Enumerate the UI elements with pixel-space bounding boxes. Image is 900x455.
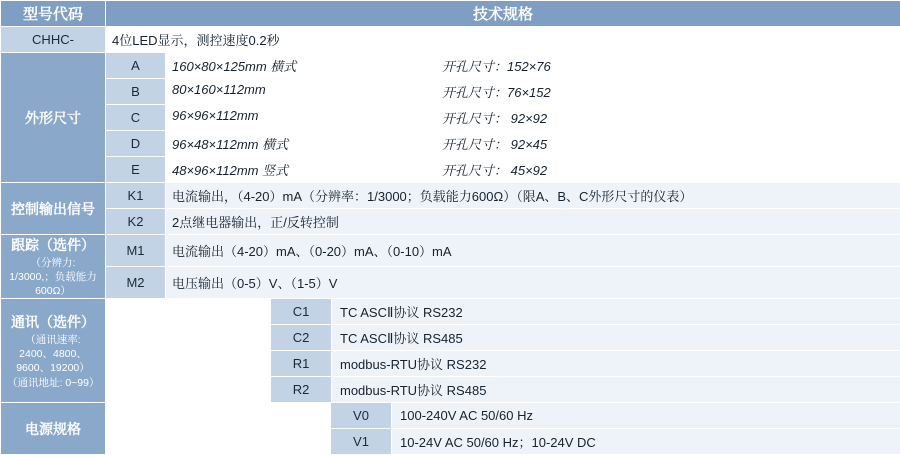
tracking-code: M1 — [106, 235, 166, 267]
control-output-row — [1, 183, 900, 209]
power-code: V1 — [331, 429, 392, 454]
power-cell — [106, 429, 900, 455]
tracking-row — [1, 267, 900, 299]
communication-row — [1, 325, 900, 351]
dimension-hole: 开孔尺寸：152×76 — [442, 56, 894, 75]
power-cell — [106, 403, 900, 429]
control-output-desc: 电流输出，（4-20）mA（分辨率：1/3000；负载能力600Ω）（限A、B、C外形尺寸的仪表） — [166, 183, 900, 209]
communication-label-sub1: （通讯速率: 2400、4800、9600、19200） — [7, 333, 99, 375]
dimension-row — [1, 105, 900, 131]
tracking-label-main: 跟踪（选件） — [11, 237, 95, 253]
communication-cell — [106, 299, 900, 325]
model-code-cell: CHHC- — [1, 27, 106, 53]
table-header-row — [1, 1, 900, 27]
communication-row — [1, 351, 900, 377]
power-code: V0 — [331, 403, 392, 428]
dimension-value — [166, 131, 900, 157]
dimension-code: A — [106, 53, 166, 79]
tracking-row — [1, 235, 900, 267]
header-technical-spec: 技术规格 — [106, 1, 900, 27]
dimension-row — [1, 157, 900, 183]
communication-code: C2 — [271, 325, 332, 350]
communication-desc: TC ASCⅡ协议 RS232 — [332, 299, 900, 324]
dimension-size: 48×96×112mm 竖式 — [172, 160, 442, 179]
header-model-code: 型号代码 — [1, 1, 106, 27]
communication-desc: TC ASCⅡ协议 RS485 — [332, 325, 900, 350]
communication-cell — [106, 351, 900, 377]
dimension-value — [166, 53, 900, 79]
dimension-size: 96×96×112mm — [172, 108, 442, 127]
control-output-label: 控制输出信号 — [1, 183, 106, 235]
communication-code: C1 — [271, 299, 332, 324]
power-desc: 10-24V AC 50/60 Hz；10-24V DC — [392, 429, 900, 454]
dimension-value — [166, 105, 900, 131]
tracking-code: M2 — [106, 267, 166, 299]
communication-desc: modbus-RTU协议 RS485 — [332, 377, 900, 402]
dimension-size: 80×160×112mm — [172, 82, 442, 101]
control-output-row — [1, 209, 900, 235]
dimension-size: 160×80×125mm 横式 — [172, 56, 442, 75]
dimension-hole: 开孔尺寸： 92×45 — [442, 134, 894, 153]
dimension-code: B — [106, 79, 166, 105]
model-desc-cell: 4位LED显示，测控速度0.2秒 — [106, 27, 900, 53]
control-output-code: K2 — [106, 209, 166, 235]
communication-cell — [106, 325, 900, 351]
power-row — [1, 403, 900, 429]
dimensions-label: 外形尺寸 — [1, 53, 106, 183]
model-code-row — [1, 27, 900, 53]
dimension-row — [1, 131, 900, 157]
communication-label-sub2: （通讯地址: 0~99） — [7, 376, 99, 390]
dimension-code: E — [106, 157, 166, 183]
dimension-hole: 开孔尺寸： 92×92 — [442, 108, 894, 127]
dimension-hole: 开孔尺寸： 45×92 — [442, 160, 894, 179]
tracking-label-sub: （分辨力: 1/3000,；负载能力600Ω） — [7, 256, 99, 298]
communication-row — [1, 377, 900, 403]
dimension-size: 96×48×112mm 横式 — [172, 134, 442, 153]
communication-label-main: 通讯（选件） — [11, 314, 95, 330]
power-desc: 100-240V AC 50/60 Hz — [392, 403, 900, 428]
dimension-code: D — [106, 131, 166, 157]
communication-code: R2 — [271, 377, 332, 402]
dimension-value — [166, 157, 900, 183]
dimension-hole: 开孔尺寸：76×152 — [442, 82, 894, 101]
dimension-value — [166, 79, 900, 105]
tracking-label — [1, 235, 106, 299]
power-row — [1, 429, 900, 455]
dimension-row — [1, 53, 900, 79]
tracking-desc: 电压输出（0-5）V、（1-5）V — [166, 267, 900, 299]
communication-code: R1 — [271, 351, 332, 376]
communication-desc: modbus-RTU协议 RS232 — [332, 351, 900, 376]
communication-cell — [106, 377, 900, 403]
control-output-desc: 2点继电器输出，正/反转控制 — [166, 209, 900, 235]
communication-label — [1, 299, 106, 403]
communication-row — [1, 299, 900, 325]
tracking-desc: 电流输出（4-20）mA、（0-20）mA、（0-10）mA — [166, 235, 900, 267]
control-output-code: K1 — [106, 183, 166, 209]
power-label: 电源规格 — [1, 403, 106, 455]
dimension-row — [1, 79, 900, 105]
dimension-code: C — [106, 105, 166, 131]
